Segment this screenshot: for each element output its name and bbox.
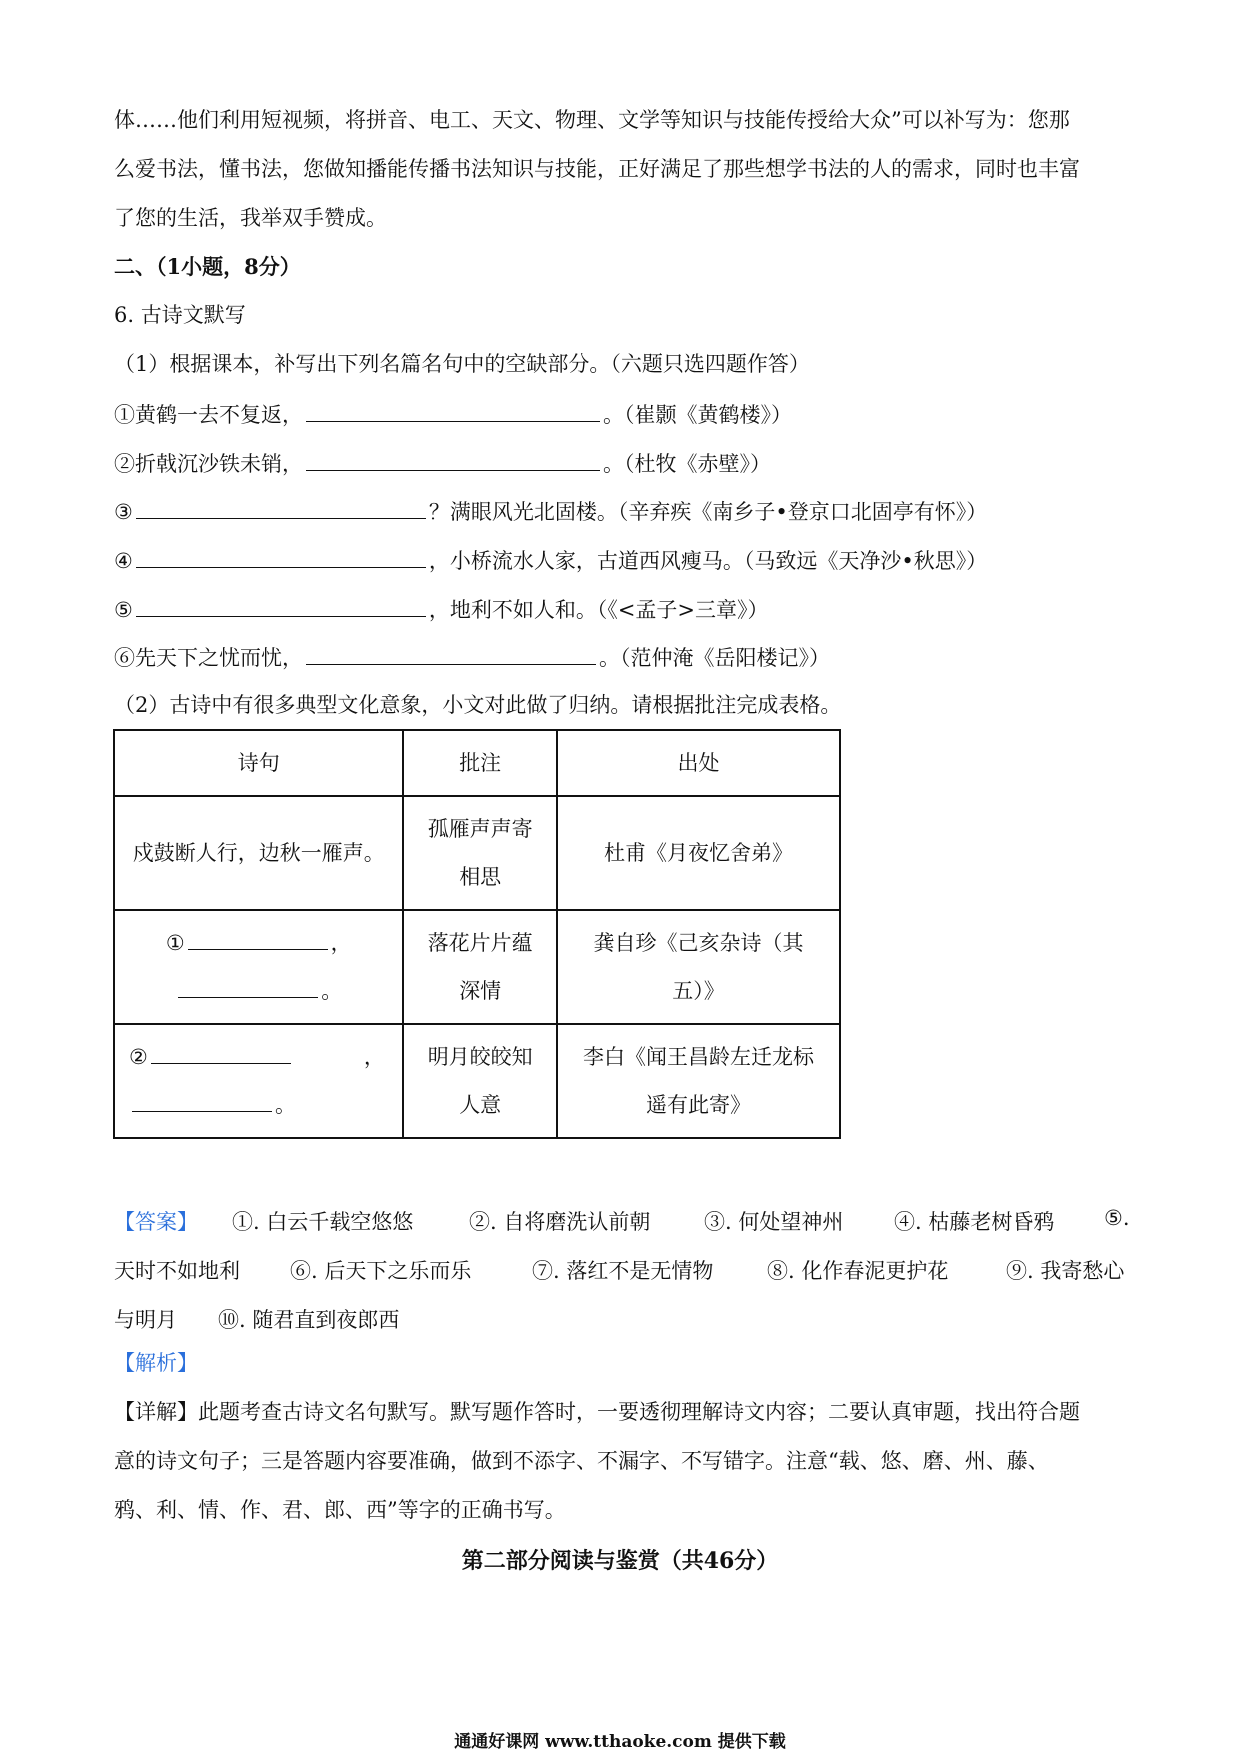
row1-poem: 戍鼓断人行，边秋一雁声。 (114, 796, 403, 910)
analysis-label: 【解析】 (114, 1351, 198, 1375)
part-two-heading: 第二部分阅读与鉴赏（共46分） (461, 1548, 779, 1574)
row3-source (557, 1024, 840, 1138)
imagery-table (113, 729, 841, 1139)
row3-poem-line1 (121, 1033, 396, 1081)
fill-item-2-before: ②折戟沉沙铁未销， (114, 452, 303, 476)
table-row (114, 1024, 840, 1138)
row2-source-line1: 龚自珍《己亥杂诗（其 (593, 931, 804, 955)
row3-blank-2[interactable] (132, 1093, 272, 1112)
row2-blank-1[interactable] (188, 931, 328, 950)
row2-source (557, 910, 840, 1024)
fill-item-5 (114, 598, 769, 621)
fill-item-4 (114, 549, 987, 572)
fill-blank-4[interactable] (136, 549, 426, 568)
fill-item-1-before: ①黄鹤一去不复返， (114, 403, 303, 427)
row1-note-line2: 相思 (459, 865, 502, 889)
row2-poem-line1 (121, 919, 396, 967)
row3-poem-period: 。 (275, 1093, 296, 1117)
row3-blank-1[interactable] (151, 1045, 291, 1064)
row3-poem-marker: ② (129, 1045, 148, 1069)
row1-note (403, 796, 556, 910)
answer-label: 【答案】 (114, 1210, 198, 1234)
fill-item-2 (114, 452, 771, 475)
row2-note-line1: 落花片片蕴 (427, 931, 533, 955)
fill-item-2-after: 。（杜牧《赤壁》） (603, 452, 771, 476)
fill-item-3 (114, 500, 987, 523)
row2-note (403, 910, 556, 1024)
row2-poem-period: 。 (321, 979, 343, 1003)
fill-item-5-after: ，地利不如人和。（《<孟子>三章》） (428, 598, 769, 622)
question-title: 6. 古诗文默写 (114, 303, 246, 327)
fill-item-6 (114, 646, 830, 669)
answer-item-2: ②. 自将磨洗认前朝 (469, 1210, 651, 1234)
row1-source: 杜甫《月夜忆舍弟》 (557, 796, 840, 910)
row3-poem-comma: ， (363, 1045, 385, 1069)
header-note: 批注 (403, 730, 556, 796)
answer-item-5-marker: ⑤. (1104, 1206, 1130, 1230)
fill-item-1 (114, 403, 792, 426)
answer-item-8: ⑧. 化作春泥更护花 (767, 1259, 949, 1283)
row1-note-line1: 孤雁声声寄 (427, 817, 533, 841)
fill-blank-3[interactable] (136, 500, 426, 519)
answer-item-7: ⑦. 落红不是无情物 (532, 1259, 714, 1283)
header-source: 出处 (557, 730, 840, 796)
answer-item-4: ④. 枯藤老树昏鸦 (894, 1210, 1055, 1234)
fill-item-6-after: 。（范仲淹《岳阳楼记》） (599, 646, 830, 670)
fill-item-4-after: ，小桥流水人家，古道西风瘦马。（马致远《天净沙•秋思》） (428, 549, 988, 573)
row2-poem-line2 (121, 967, 396, 1015)
footer: 通通好课网 www.tthaoke.com 提供下载 (454, 1732, 786, 1752)
answer-item-5: 天时不如地利 (114, 1259, 240, 1283)
intro-line-2: 么爱书法，懂书法，您做知播能传播书法知识与技能，正好满足了那些想学书法的人的需求，同时也丰富 (114, 157, 1080, 181)
fill-blank-2[interactable] (306, 452, 600, 471)
row3-source-line2: 遥有此寄》 (645, 1093, 751, 1117)
header-poem: 诗句 (114, 730, 403, 796)
detail-line-1: 【详解】此题考查古诗文名句默写。默写题作答时，一要透彻理解诗文内容；二要认真审题，找出符合题 (114, 1400, 1080, 1424)
fill-item-1-after: 。（崔颢《黄鹤楼》） (603, 403, 792, 427)
table-row (114, 796, 840, 910)
row3-source-line1: 李白《闻王昌龄左迁龙标 (582, 1045, 814, 1069)
answer-item-9: ⑨. 我寄愁心 (1006, 1259, 1125, 1283)
fill-item-3-after: ？满眼风光北固楼。（辛弃疾《南乡子•登京口北固亭有怀》） (428, 500, 988, 524)
section-two-title: 二、（1小题，8分） (114, 254, 301, 279)
fill-item-3-before: ③ (114, 500, 133, 524)
intro-line-3: 了您的生活，我举双手赞成。 (114, 206, 387, 230)
row2-poem-marker: ① (165, 931, 185, 955)
row3-note-line1: 明月皎皎知 (427, 1045, 533, 1069)
fill-item-5-before: ⑤ (114, 598, 133, 622)
part2-instruction: （2）古诗中有很多典型文化意象，小文对此做了归纳。请根据批注完成表格。 (114, 693, 842, 717)
answer-item-3: ③. 何处望神州 (704, 1210, 844, 1234)
row3-poem-line2 (121, 1081, 396, 1129)
detail-line-3: 鸦、利、情、作、君、郎、西”等字的正确书写。 (114, 1498, 566, 1522)
row2-poem (114, 910, 403, 1024)
answer-item-6: ⑥. 后天下之乐而乐 (290, 1259, 472, 1283)
row2-blank-2[interactable] (178, 979, 318, 998)
row3-note (403, 1024, 556, 1138)
row3-poem (114, 1024, 403, 1138)
fill-blank-1[interactable] (306, 403, 600, 422)
row2-note-line2: 深情 (459, 979, 502, 1003)
intro-line-1: 体……他们利用短视频，将拼音、电工、天文、物理、文学等知识与技能传授给大众”可以补写为：您那 (114, 108, 1070, 132)
row2-poem-comma: ， (330, 931, 352, 955)
table-header-row (114, 730, 840, 796)
fill-item-6-before: ⑥先天下之忧而忧， (114, 646, 303, 670)
fill-blank-5[interactable] (136, 598, 426, 617)
fill-item-4-before: ④ (114, 549, 133, 573)
answer-item-9-cont: 与明月 (114, 1308, 177, 1332)
answer-item-10: ⑩. 随君直到夜郎西 (218, 1308, 400, 1332)
table-row (114, 910, 840, 1024)
row3-note-line2: 人意 (459, 1093, 502, 1117)
detail-line-2: 意的诗文句子；三是答题内容要准确，做到不添字、不漏字、不写错字。注意“载、悠、磨、州、藤、 (114, 1449, 1049, 1473)
answer-item-1: ①. 白云千载空悠悠 (232, 1210, 414, 1234)
fill-blank-6[interactable] (306, 646, 596, 665)
part1-instruction: （1）根据课本，补写出下列名篇名句中的空缺部分。（六题只选四题作答） (114, 352, 810, 376)
row2-source-line2: 五）》 (672, 979, 725, 1003)
